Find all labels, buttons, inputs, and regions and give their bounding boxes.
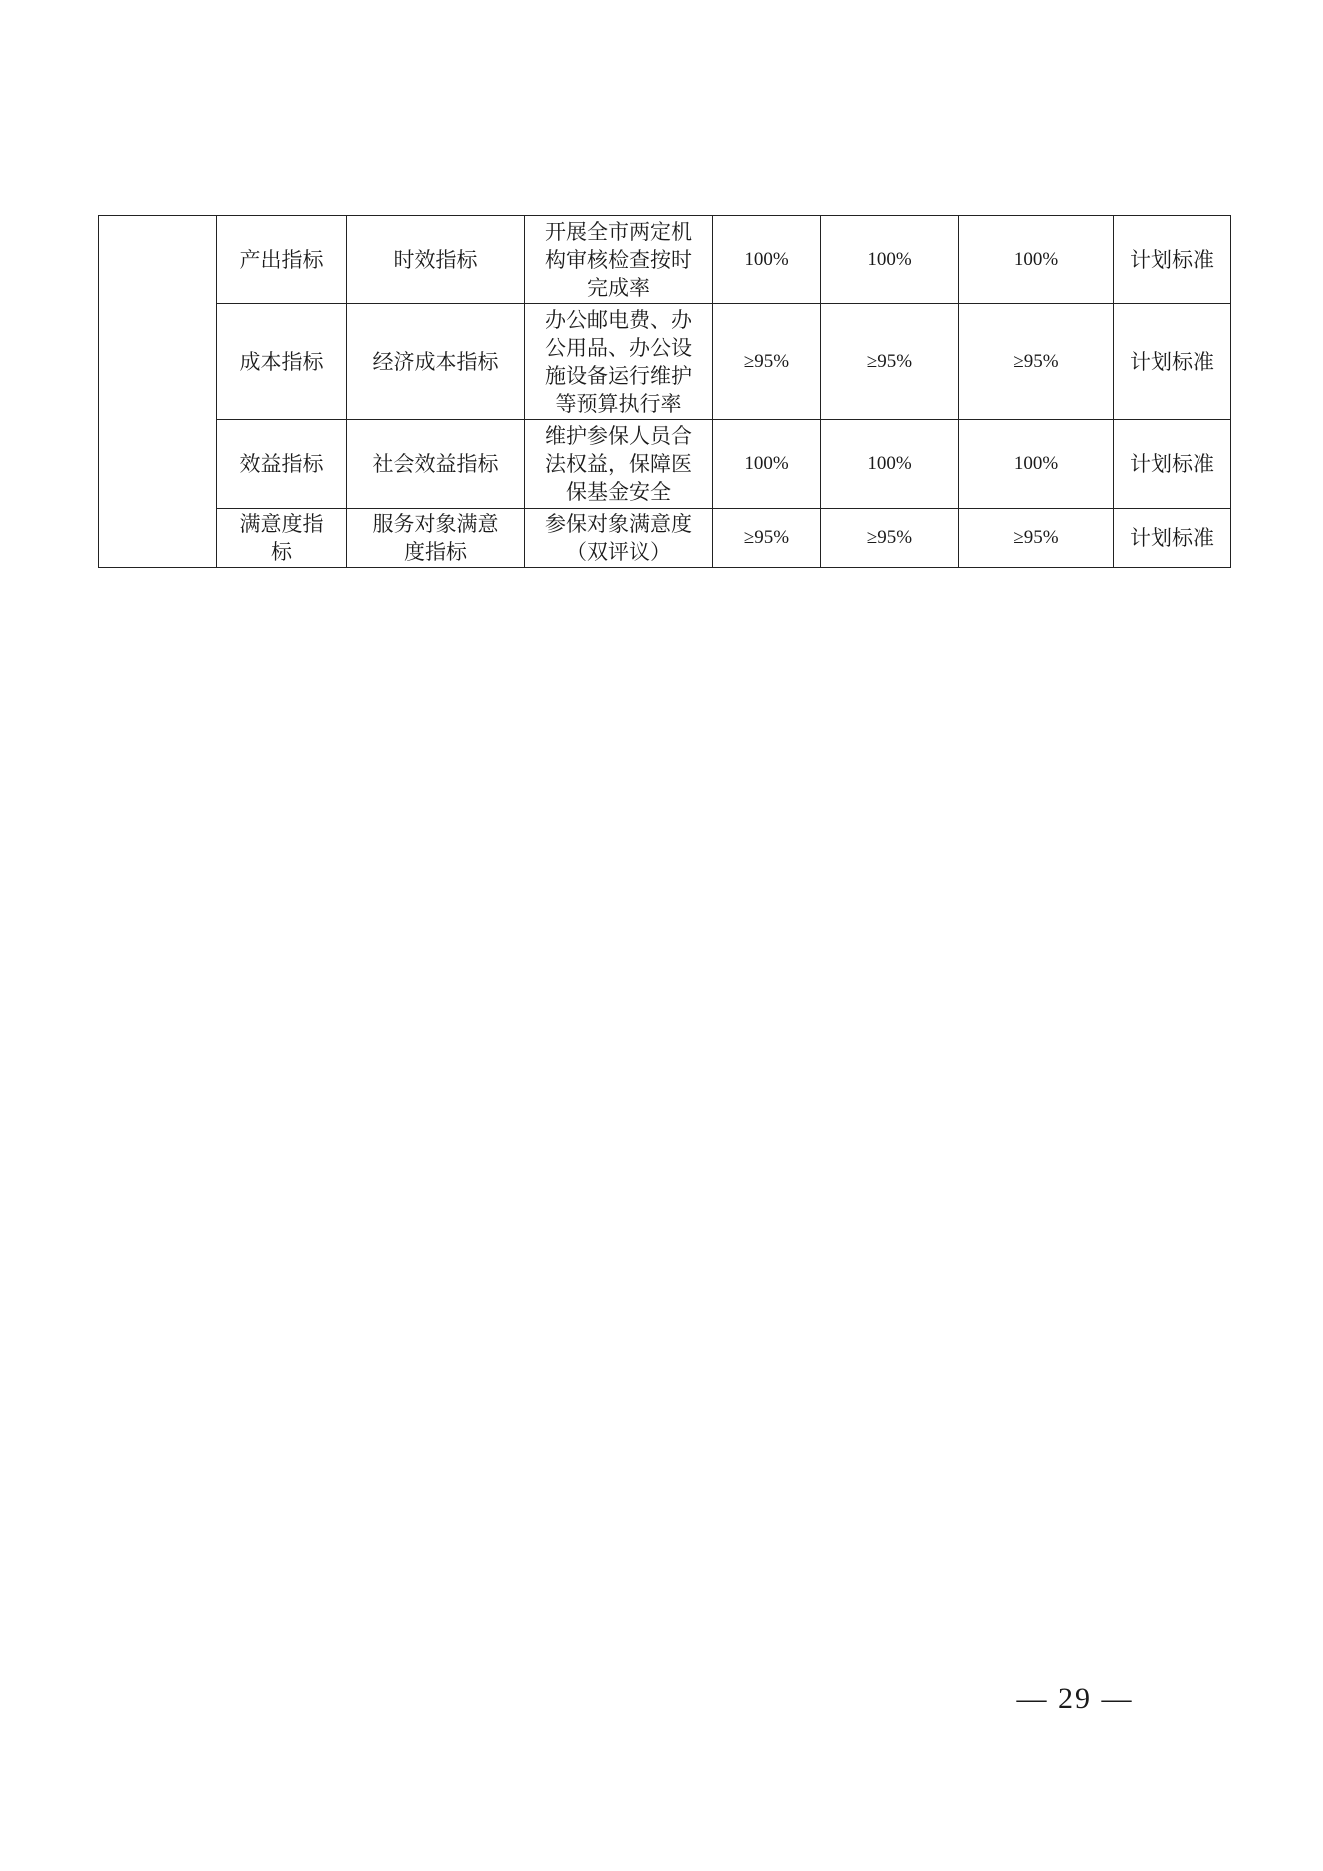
indicator-value: 100% [713, 216, 821, 304]
merged-first-level-cell [99, 216, 217, 568]
third-level-indicator: 开展全市两定机 构审核检查按时 完成率 [525, 216, 713, 304]
indicator-value: ≥95% [713, 509, 821, 568]
indicator-basis: 计划标准 [1114, 304, 1231, 420]
table-row [99, 304, 1231, 420]
third-level-indicator: 参保对象满意度 （双评议） [525, 509, 713, 568]
second-level-indicator: 经济成本指标 [347, 304, 525, 420]
first-level-indicator: 满意度指 标 [217, 509, 347, 568]
indicator-value: ≥95% [821, 509, 959, 568]
indicator-value: 100% [959, 216, 1114, 304]
indicator-table [98, 215, 1231, 568]
table-row [99, 509, 1231, 568]
table-row [99, 216, 1231, 304]
second-level-indicator: 服务对象满意 度指标 [347, 509, 525, 568]
indicator-value: 100% [959, 420, 1114, 509]
indicator-basis: 计划标准 [1114, 216, 1231, 304]
table-row [99, 420, 1231, 509]
indicator-basis: 计划标准 [1114, 509, 1231, 568]
third-level-indicator: 办公邮电费、办 公用品、办公设 施设备运行维护 等预算执行率 [525, 304, 713, 420]
indicator-value: ≥95% [959, 304, 1114, 420]
second-level-indicator: 时效指标 [347, 216, 525, 304]
indicator-value: 100% [821, 216, 959, 304]
second-level-indicator: 社会效益指标 [347, 420, 525, 509]
indicator-value: 100% [713, 420, 821, 509]
indicator-value: ≥95% [959, 509, 1114, 568]
first-level-indicator: 效益指标 [217, 420, 347, 509]
third-level-indicator: 维护参保人员合 法权益，保障医 保基金安全 [525, 420, 713, 509]
indicator-value: ≥95% [821, 304, 959, 420]
first-level-indicator: 成本指标 [217, 304, 347, 420]
page-number: — 29 — [1016, 1682, 1134, 1715]
indicator-basis: 计划标准 [1114, 420, 1231, 509]
indicator-value: 100% [821, 420, 959, 509]
indicator-value: ≥95% [713, 304, 821, 420]
first-level-indicator: 产出指标 [217, 216, 347, 304]
